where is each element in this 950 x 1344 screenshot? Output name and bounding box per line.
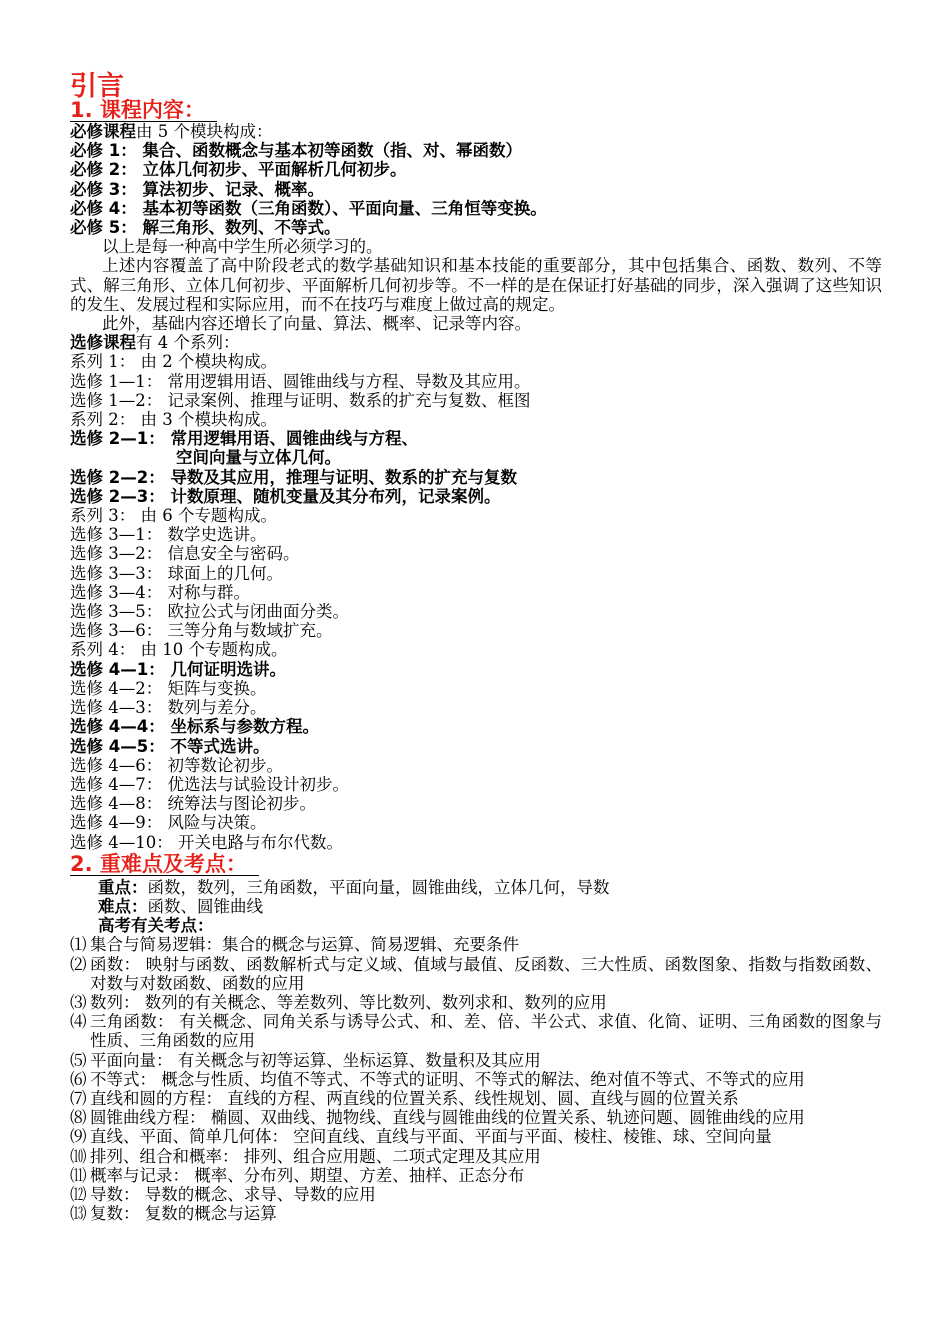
exam-item-text: 直线、平面、简单几何体： 空间直线、直线与平面、平面与平面、棱柱、棱锥、球、空间向量 [90, 1127, 772, 1147]
required-module-3: 必修 3： 算法初步、记录、概率。 [70, 179, 324, 199]
exam-item-text: 圆锥曲线方程： 椭圆、双曲线、抛物线、直线与圆锥曲线的位置关系、轨迹问题、圆锥曲线的应用 [90, 1108, 805, 1128]
exam-item-text: 排列、组合和概率： 排列、组合应用题、二项式定理及其应用 [90, 1146, 541, 1166]
page-title: 引言 [70, 71, 124, 102]
section-heading-course-content: 1. 课程内容： [70, 99, 217, 122]
document-body [70, 72, 882, 1223]
elective-3-4: 选修 3—4： 对称与群。 [70, 582, 250, 602]
exam-item-6 [70, 1070, 882, 1089]
elective-2-1: 选修 2—1： 常用逻辑用语、圆锥曲线与方程、 [70, 429, 418, 449]
elective-2-2: 选修 2—2： 导数及其应用，推理与证明、数系的扩充与复数 [70, 467, 517, 487]
elective-4-3: 选修 4—3： 数列与差分。 [70, 698, 267, 718]
exam-item-text: 集合与简易逻辑：集合的概念与运算、简易逻辑、充要条件 [90, 935, 519, 955]
exam-item-5 [70, 1051, 882, 1070]
elective-4-5: 选修 4—5： 不等式选讲。 [70, 736, 270, 756]
elective-4-8: 选修 4—8： 统筹法与图论初步。 [70, 794, 316, 814]
exam-item-text: 导数： 导数的概念、求导、导数的应用 [90, 1184, 376, 1204]
exam-item-1 [70, 935, 882, 954]
exam-item-number: ⑷ [70, 1012, 87, 1032]
elective-2-1-continued: 空间向量与立体几何。 [176, 448, 341, 468]
exam-item-number: ⑺ [70, 1088, 87, 1108]
elective-3-2: 选修 3—2： 信息安全与密码。 [70, 544, 300, 564]
required-intro-text: 由 5 个模块构成： [136, 122, 273, 141]
exam-item-number: ⑻ [70, 1108, 87, 1128]
exam-points-list [70, 935, 882, 1223]
elective-intro [70, 333, 882, 352]
elective-4-4: 选修 4—4： 坐标系与参数方程。 [70, 717, 319, 737]
exam-item-number: ⑼ [70, 1127, 87, 1147]
elective-4-9: 选修 4—9： 风险与决策。 [70, 813, 267, 833]
exam-item-text: 平面向量： 有关概念与初等运算、坐标运算、数量积及其应用 [90, 1050, 541, 1070]
elective-1-2: 选修 1—2： 记录案例、推理与证明、数系的扩充与复数、框图 [70, 390, 531, 410]
exam-item-text: 概率与记录： 概率、分布列、期望、方差、抽样、正态分布 [90, 1165, 525, 1185]
exam-item-7 [70, 1089, 882, 1108]
exam-item-number: ⑴ [70, 935, 87, 955]
exam-item-text: 数列： 数列的有关概念、等差数列、等比数列、数列求和、数列的应用 [90, 992, 607, 1012]
exam-item-text: 不等式： 概念与性质、均值不等式、不等式的证明、不等式的解法、绝对值不等式、不等式的应用 [90, 1069, 805, 1089]
exam-item-text: 复数： 复数的概念与运算 [90, 1204, 277, 1224]
required-intro [70, 122, 882, 141]
exam-item-number: ⑶ [70, 992, 87, 1012]
exam-item-text: 直线和圆的方程： 直线的方程、两直线的位置关系、线性规划、圆、直线与圆的位置关系 [90, 1088, 739, 1108]
elective-1-1: 选修 1—1： 常用逻辑用语、圆锥曲线与方程、导数及其应用。 [70, 371, 531, 391]
exam-item-number: ⒀ [70, 1204, 87, 1224]
exam-item-11 [70, 1166, 882, 1185]
hard-points [70, 897, 882, 916]
exam-item-number: ⑾ [70, 1165, 87, 1185]
exam-item-2 [70, 955, 882, 993]
exam-item-8 [70, 1108, 882, 1127]
elective-intro-label: 选修课程 [70, 333, 136, 353]
elective-4-10: 选修 4—10： 开关电路与布尔代数。 [70, 832, 343, 852]
exam-points-label: 高考有关考点： [98, 916, 214, 936]
series-4: 系列 4： 由 10 个专题构成。 [70, 640, 288, 660]
exam-item-10 [70, 1147, 882, 1166]
series-2: 系列 2： 由 3 个模块构成。 [70, 410, 277, 430]
exam-item-number: ⑸ [70, 1050, 87, 1070]
exam-item-3 [70, 993, 882, 1012]
series-1: 系列 1： 由 2 个模块构成。 [70, 352, 277, 372]
elective-4-1: 选修 4—1： 几何证明选讲。 [70, 659, 286, 679]
required-intro-label: 必修课程 [70, 122, 136, 141]
exam-item-number: ⑹ [70, 1069, 87, 1089]
elective-3-1: 选修 3—1： 数学史选讲。 [70, 525, 267, 545]
exam-item-text: 三角函数： 有关概念、同角关系与诱导公式、和、差、倍、半公式、求值、化简、证明、三角函数的图象与性质、三角函数的应用 [90, 1012, 882, 1051]
exam-item-number: ⑵ [70, 954, 87, 974]
exam-item-4 [70, 1012, 882, 1050]
exam-item-9 [70, 1127, 882, 1146]
series-3: 系列 3： 由 6 个专题构成。 [70, 506, 277, 526]
required-module-4: 必修 4： 基本初等函数（三角函数）、平面向量、三角恒等变换。 [70, 198, 547, 218]
key-points-label: 重点： [98, 877, 148, 897]
paragraph-coverage: 上述内容覆盖了高中阶段老式的数学基础知识和基本技能的重要部分，其中包括集合、函数、数列、不等式、解三角形、立体几何初步、平面解析几何初步等。不一样的是在保证打好基础的同步，深入强调了这些知识的发生、发展过程和实际应用，而不在技巧与难度上做过高的规定。 [70, 256, 882, 314]
exam-item-number: ⑿ [70, 1184, 87, 1204]
elective-4-7: 选修 4—7： 优选法与试验设计初步。 [70, 774, 349, 794]
key-points-text: 函数，数列，三角函数，平面向量，圆锥曲线，立体几何，导数 [147, 877, 610, 897]
elective-2-3: 选修 2—3： 计数原理、随机变量及其分布列，记录案例。 [70, 486, 501, 506]
elective-4-6: 选修 4—6： 初等数论初步。 [70, 755, 283, 775]
exam-item-12 [70, 1185, 882, 1204]
required-module-5: 必修 5： 解三角形、数列、不等式。 [70, 218, 341, 238]
hard-points-text: 函数、圆锥曲线 [147, 896, 263, 916]
elective-intro-text: 有 4 个系列： [136, 333, 240, 353]
elective-3-5: 选修 3—5： 欧拉公式与闭曲面分类。 [70, 602, 349, 622]
exam-item-number: ⑽ [70, 1146, 87, 1166]
hard-points-label: 难点： [98, 896, 148, 916]
key-points [70, 878, 882, 897]
paragraph-additions: 此外，基础内容还增长了向量、算法、概率、记录等内容。 [102, 314, 531, 334]
elective-3-3: 选修 3—3： 球面上的几何。 [70, 563, 283, 583]
section-heading-key-points: 2. 重难点及考点： [70, 853, 259, 876]
required-module-2: 必修 2： 立体几何初步、平面解析几何初步。 [70, 160, 407, 180]
exam-item-text: 函数： 映射与函数、函数解析式与定义域、值域与最值、反函数、三大性质、函数图象、指数与指数函数、对数与对数函数、函数的应用 [90, 954, 882, 993]
elective-3-6: 选修 3—6： 三等分角与数域扩充。 [70, 621, 333, 641]
required-module-1: 必修 1： 集合、函数概念与基本初等函数（指、对、幂函数） [70, 141, 522, 161]
exam-item-13 [70, 1204, 882, 1223]
paragraph-required-note: 以上是每一种高中学生所必须学习的。 [102, 237, 383, 257]
elective-4-2: 选修 4—2： 矩阵与变换。 [70, 678, 267, 698]
